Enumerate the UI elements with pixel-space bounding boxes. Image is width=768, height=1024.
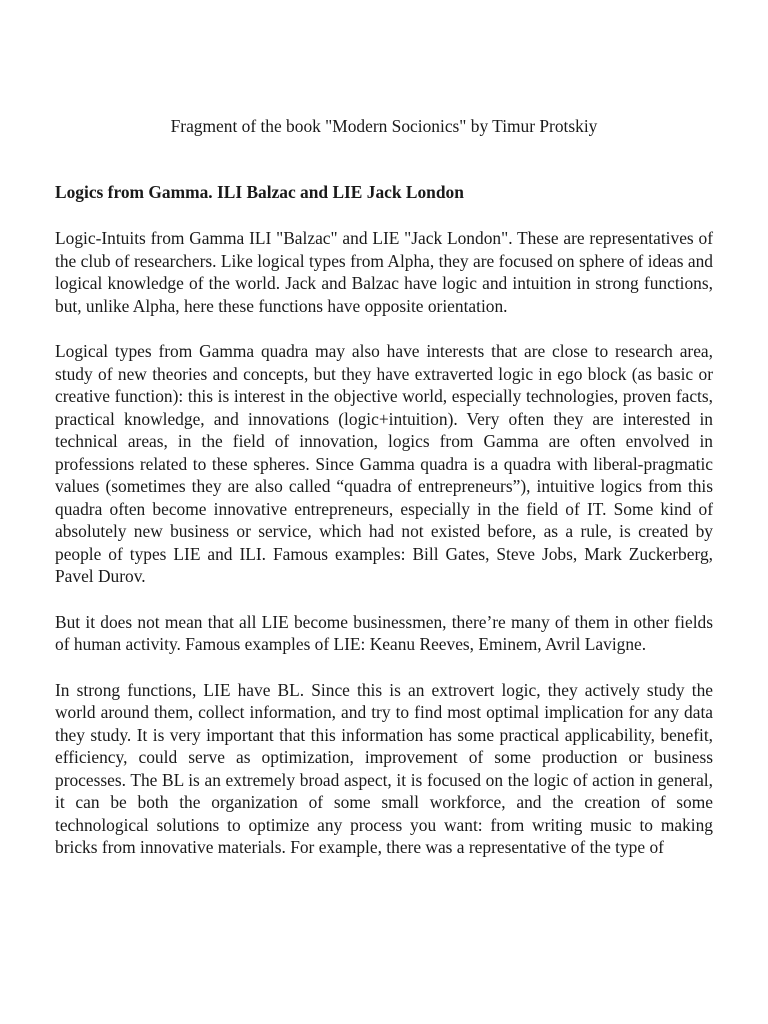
- paragraph-1: Logic-Intuits from Gamma ILI "Balzac" and LIE "Jack London". These are representatives of the club of researchers. Like logical types from Alpha, they are focused on sphere of ideas and logical knowledge of the world. Jack and Balzac have logic and intuition in strong functions, but, unlike Alpha, here these functions have opposite orientation.: [55, 228, 713, 316]
- paragraph-4: In strong functions, LIE have BL. Since this is an extrovert logic, they actively study the world around them, collect information, and try to find most optimal implication for any data they study. It is very important that this information has some practical applicability, benefit, efficiency, could serve as optimization, improvement of some production or business processes. The BL is an extremely broad aspect, it is focused on the logic of action in general, it can be both the organization of some small workforce, and the creation of some technological solutions to optimize any process you want: from writing music to making bricks from innovative materials. For example, there was a representative of the type of: [55, 679, 713, 857]
- paragraph-2: Logical types from Gamma quadra may also have interests that are close to research area, study of new theories and concepts, but they have extraverted logic in ego block (as basic or creative function): this is interest in the objective world, especially technologies, proven facts, practical knowledge, and innovations (logic+intuition). Very often they are interested in technical areas, in the field of innovation, logics from Gamma are often envolved in professions related to these spheres. Since Gamma quadra is a quadra with liberal-pragmatic values (sometimes they are also called “quadra of entrepreneurs”), intuitive logics from this quadra often become innovative entrepreneurs, especially in the field of IT. Some kind of absolutely new business or service, which had not existed before, as a rule, is created by people of types LIE and ILI. Famous examples: Bill Gates, Steve Jobs, Mark Zuckerberg, Pavel Durov.: [55, 341, 713, 586]
- document-title: Fragment of the book "Modern Socionics" by Timur Protskiy: [170, 116, 598, 136]
- paragraph-3: But it does not mean that all LIE become businessmen, there’re many of them in other fields of human activity. Famous examples of LIE: Keanu Reeves, Eminem, Avril Lavigne.: [55, 611, 713, 654]
- document-body: [55, 227, 713, 882]
- section-heading: Logics from Gamma. ILI Balzac and LIE Jack London: [55, 182, 464, 202]
